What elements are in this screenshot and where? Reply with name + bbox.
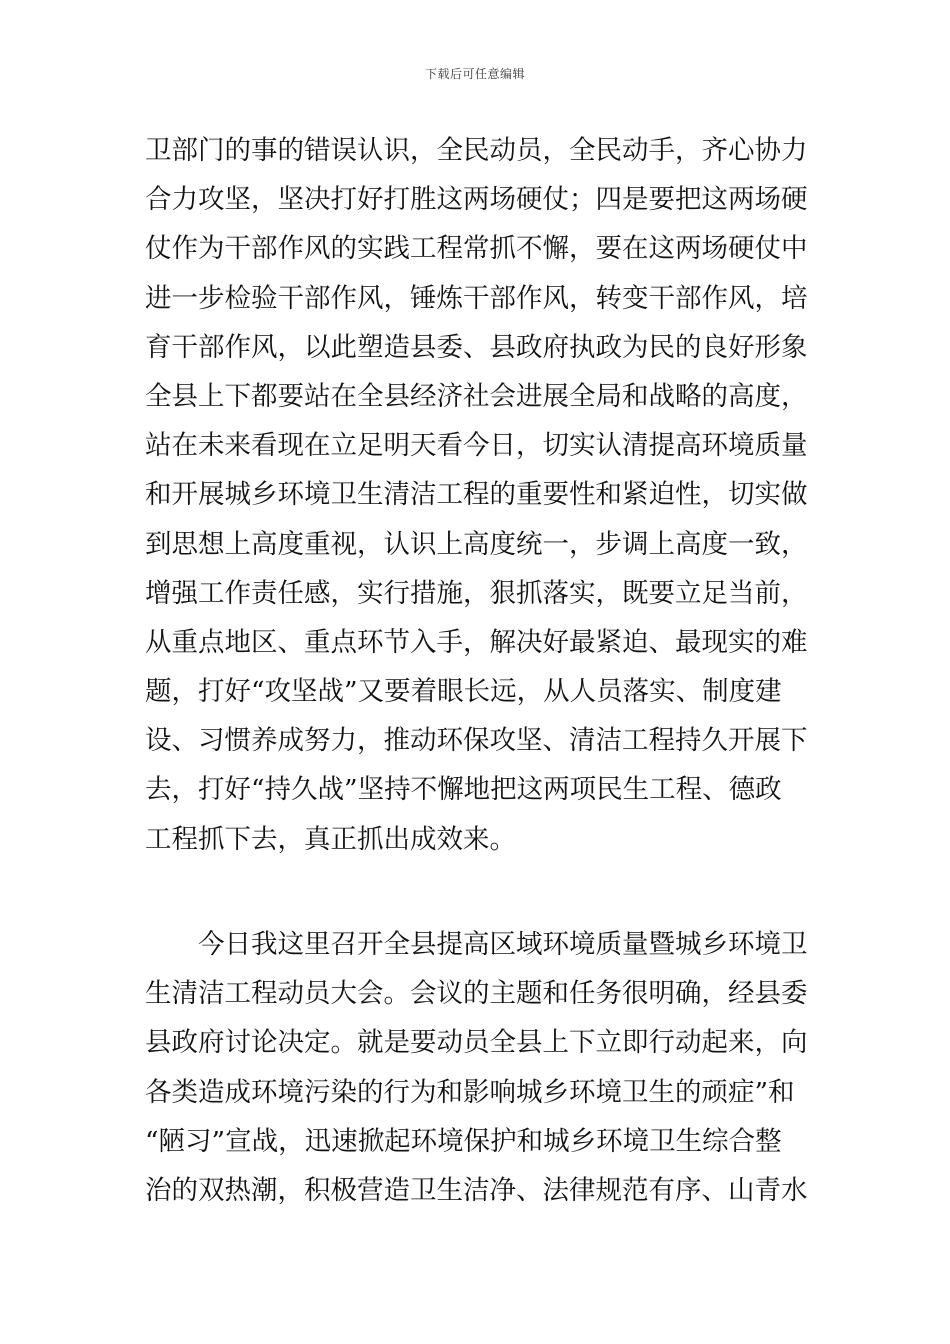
text-line: 治的双热潮，积极营造卫生洁净、法律规范有序、山青水 (145, 1174, 808, 1206)
text-line: 全县上下都要站在全县经济社会进展全局和战略的高度， (145, 380, 808, 412)
paragraph-1 (145, 126, 810, 864)
text-line: 各类造成环境污染的行为和影响城乡环境卫生的顽症”和 (145, 1076, 795, 1108)
text-line: 题，打好“攻坚战”又要着眼长远，从人员落实、制度建 (145, 676, 782, 708)
text-line: 去，打好“持久战”坚持不懈地把这两项民生工程、德政 (145, 774, 782, 806)
text-line: 和开展城乡环境卫生清洁工程的重要性和紧迫性，切实做 (145, 479, 808, 511)
text-line: 合力攻坚，坚决打好打胜这两场硬仗；四是要把这两场硬 (145, 184, 808, 216)
text-line: 今日我这里召开全县提高区域环境质量暨城乡环境卫 (145, 929, 808, 960)
text-line: 生清洁工程动员大会。会议的主题和任务很明确，经县委 (145, 978, 808, 1010)
text-line: “陋习”宣战，迅速掀起环境保护和城乡环境卫生综合整 (145, 1125, 782, 1157)
text-line: 县政府讨论决定。就是要动员全县上下立即行动起来，向 (145, 1027, 808, 1059)
text-line: 从重点地区、重点环节入手，解决好最紧迫、最现实的难 (145, 626, 808, 658)
text-line: 增强工作责任感，实行措施，狠抓落实，既要立足当前， (145, 577, 808, 609)
text-line: 到思想上高度重视，认识上高度统一，步调上高度一致， (145, 528, 808, 560)
text-line: 设、习惯养成努力，推动环保攻坚、清洁工程持久开展下 (145, 725, 808, 757)
paragraph-2 (145, 920, 810, 1215)
text-line: 育干部作风，以此塑造县委、县政府执政为民的良好形象 (145, 331, 808, 363)
text-line: 站在未来看现在立足明天看今日，切实认清提高环境质量 (145, 430, 808, 462)
text-line: 卫部门的事的错误认识，全民动员，全民动手，齐心协力 (145, 135, 808, 166)
page-header: 下载后可任意编辑 (424, 67, 525, 81)
text-line: 仗作为干部作风的实践工程常抓不懈，要在这两场硬仗中 (145, 233, 808, 265)
text-line: 进一步检验干部作风，锤炼干部作风，转变干部作风，培 (145, 282, 808, 314)
text-line: 工程抓下去，真正抓出成效来。 (145, 823, 516, 855)
